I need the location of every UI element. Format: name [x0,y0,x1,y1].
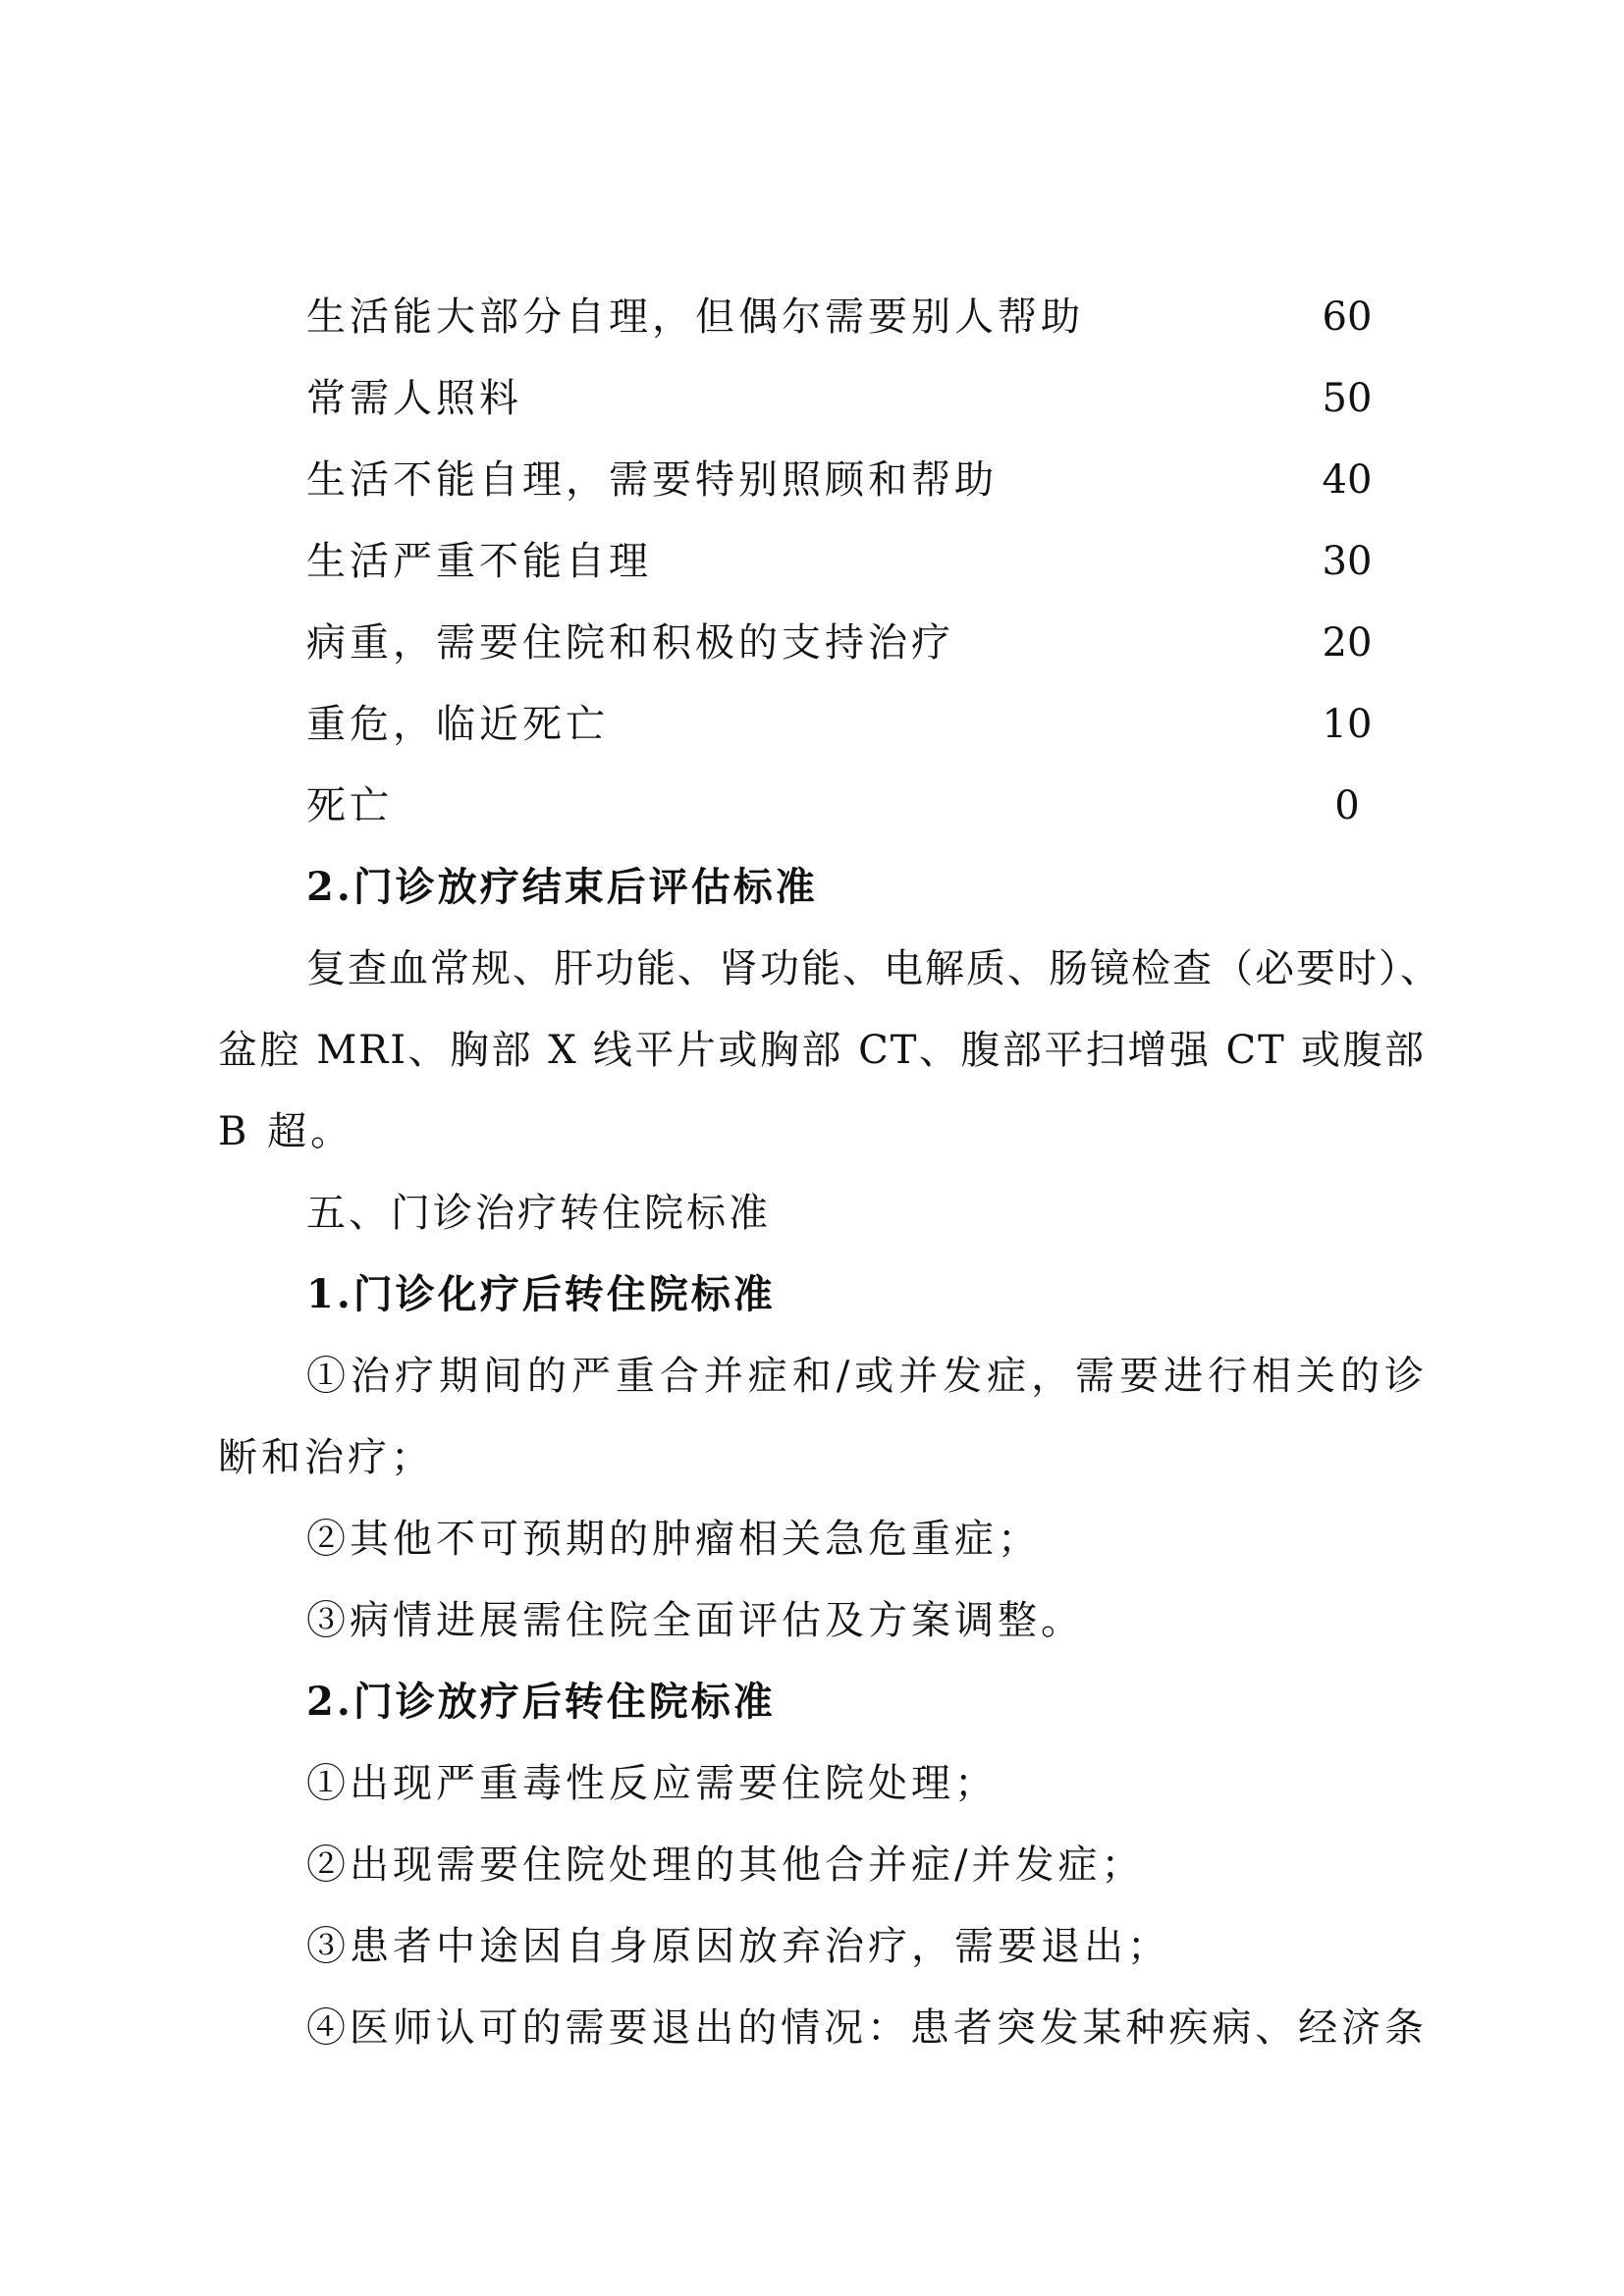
kps-row [306,684,1386,765]
kps-row [306,440,1386,520]
list-item-continuation: 断和治疗； [218,1435,434,1480]
kps-row-label: 死亡 [306,783,393,828]
subsection-title: 2.门诊放疗结束后评估标准 [306,864,818,910]
kps-row-label: 生活严重不能自理 [306,539,652,584]
kps-row-score: 30 [1322,539,1373,584]
list-item: ④医师认可的需要退出的情况：患者突发某种疾病、经济条 [306,2005,1426,2051]
list-item: ①出现严重毒性反应需要住院处理； [306,1761,998,1806]
kps-row-score: 40 [1322,457,1373,503]
kps-row-score: 50 [1322,376,1373,421]
section-title: 五、门诊治疗转住院标准 [306,1191,771,1236]
kps-row-score: 0 [1334,783,1360,828]
subsection-title: 2.门诊放疗后转住院标准 [306,1679,776,1725]
subsection-title: 1.门诊化疗后转住院标准 [306,1271,776,1317]
kps-row-label: 重危，临近死亡 [306,702,609,747]
kps-row [306,277,1386,357]
paragraph-line: B 超。 [218,1109,354,1154]
kps-row-score: 60 [1322,294,1373,340]
kps-row-score: 10 [1322,702,1373,747]
kps-row [306,358,1386,439]
kps-row [306,603,1386,683]
kps-row [306,766,1386,846]
paragraph-line: 盆腔 MRI、胸部 X 线平片或胸部 CT、腹部平扫增强 CT 或腹部 [218,1028,1426,1073]
kps-row-label: 生活不能自理，需要特别照顾和帮助 [306,457,998,503]
list-item: ①治疗期间的严重合并症和/或并发症，需要进行相关的诊 [306,1354,1426,1399]
kps-row-label: 病重，需要住院和积极的支持治疗 [306,620,954,666]
kps-row-score: 20 [1322,620,1373,666]
kps-row-label: 生活能大部分自理，但偶尔需要别人帮助 [306,294,1084,340]
list-item: ③患者中途因自身原因放弃治疗，需要退出； [306,1924,1170,1969]
kps-row [306,521,1386,602]
list-item: ③病情进展需住院全面评估及方案调整。 [306,1598,1084,1643]
list-item: ②其他不可预期的肿瘤相关急危重症； [306,1517,1041,1562]
paragraph-line: 复查血常规、肝功能、肾功能、电解质、肠镜检查（必要时）、 [306,946,1441,991]
list-item: ②出现需要住院处理的其他合并症/并发症； [306,1842,1145,1888]
kps-row-label: 常需人照料 [306,376,522,421]
